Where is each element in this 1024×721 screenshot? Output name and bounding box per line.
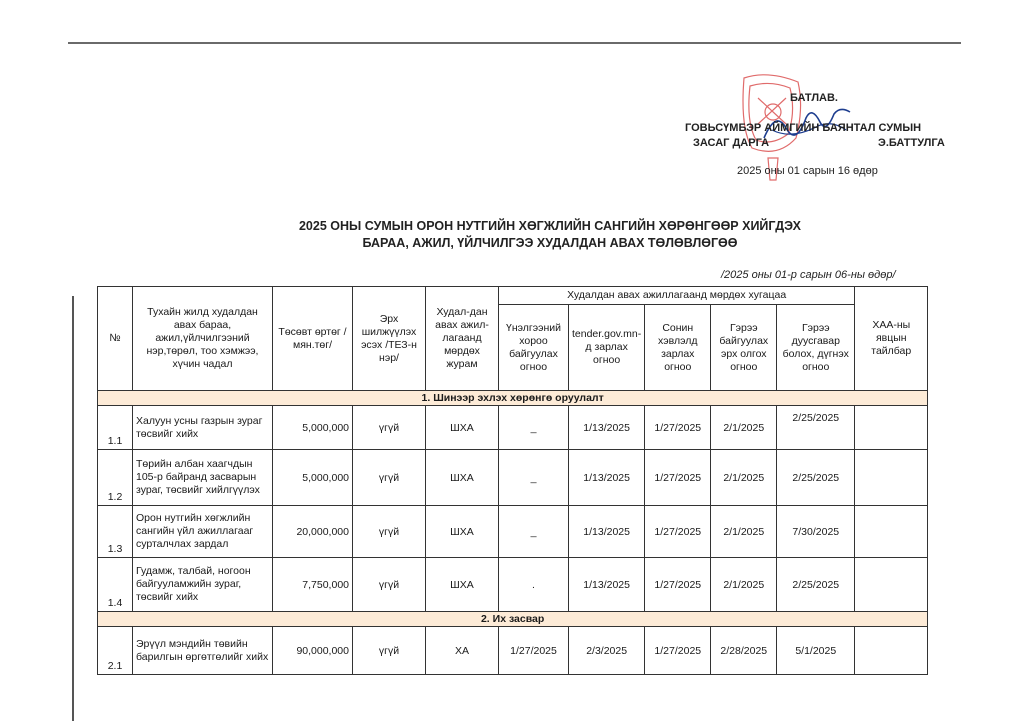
header-notes: ХАА-ны явцын тайлбар bbox=[855, 287, 928, 391]
row-preference: үгүй bbox=[353, 506, 426, 558]
row-name: Орон нутгийн хөгжлийн сангийн үйл ажиллагааг сурталчлах зардал bbox=[133, 506, 273, 558]
section-row bbox=[98, 612, 928, 627]
row-method: ШХА bbox=[426, 558, 499, 612]
row-name: Халуун усны газрын зураг төсвийг хийх bbox=[133, 406, 273, 450]
page-edge-line bbox=[72, 296, 74, 721]
row-award: 2/28/2025 bbox=[711, 627, 777, 675]
row-tender: 1/13/2025 bbox=[569, 450, 645, 506]
row-budget: 5,000,000 bbox=[273, 450, 353, 506]
document-title bbox=[240, 218, 860, 252]
row-note bbox=[855, 406, 928, 450]
section-title: 1. Шинээр эхлэх хөрөнгө оруулалт bbox=[98, 391, 928, 406]
row-no: 1.4 bbox=[98, 558, 133, 612]
table-row bbox=[98, 558, 928, 612]
row-budget: 20,000,000 bbox=[273, 506, 353, 558]
row-name: Төрийн албан хаагчдын 105-р байранд засварын зураг, төсвийг хийлгүүлэх bbox=[133, 450, 273, 506]
header-newspaper: Сонин хэвлэлд зарлах огноо bbox=[645, 305, 711, 391]
row-note bbox=[855, 506, 928, 558]
row-newspaper: 1/27/2025 bbox=[645, 558, 711, 612]
row-budget: 5,000,000 bbox=[273, 406, 353, 450]
row-tender: 1/13/2025 bbox=[569, 558, 645, 612]
approval-org: ГОВЬСҮМБЭР АЙМГИЙН БАЯНТАЛ СУМЫН bbox=[685, 122, 922, 134]
row-award: 2/1/2025 bbox=[711, 406, 777, 450]
row-end: 2/25/2025 bbox=[777, 558, 855, 612]
row-tender: 2/3/2025 bbox=[569, 627, 645, 675]
row-end: 2/25/2025 bbox=[777, 450, 855, 506]
header-contract-end: Гэрээ дуусгавар болох, дүгнэх огноо bbox=[777, 305, 855, 391]
approval-heading: БАТЛАВ. bbox=[790, 92, 838, 104]
row-award: 2/1/2025 bbox=[711, 506, 777, 558]
section-title: 2. Их засвар bbox=[98, 612, 928, 627]
header-item: Тухайн жилд худалдан авах бараа, ажил,үйлчилгээний нэр,төрөл, тоо хэмжээ, хүчин чадал bbox=[133, 287, 273, 391]
row-no: 2.1 bbox=[98, 627, 133, 675]
table-row bbox=[98, 406, 928, 450]
row-newspaper: 1/27/2025 bbox=[645, 406, 711, 450]
top-divider bbox=[68, 42, 961, 44]
approval-signer: Э.БАТТУЛГА bbox=[878, 137, 945, 149]
row-method: ШХА bbox=[426, 406, 499, 450]
row-end: 5/1/2025 bbox=[777, 627, 855, 675]
table-row bbox=[98, 627, 928, 675]
row-end: 2/25/2025 bbox=[777, 406, 855, 450]
header-preference: Эрх шилжүүлэх эсэх /ТЕЗ-н нэр/ bbox=[353, 287, 426, 391]
table-row bbox=[98, 506, 928, 558]
title-line-2: БАРАА, АЖИЛ, ҮЙЛЧИЛГЭЭ ХУДАЛДАН АВАХ ТӨЛӨВЛӨГӨӨ bbox=[362, 236, 738, 250]
row-note bbox=[855, 627, 928, 675]
row-preference: үгүй bbox=[353, 627, 426, 675]
approval-date: 2025 оны 01 сарын 16 өдөр bbox=[737, 165, 878, 177]
row-award: 2/1/2025 bbox=[711, 558, 777, 612]
row-committee: . bbox=[499, 558, 569, 612]
row-method: ШХА bbox=[426, 506, 499, 558]
header-timeline-group: Худалдан авах ажиллагаанд мөрдөх хугацаа bbox=[499, 287, 855, 305]
row-note bbox=[855, 450, 928, 506]
row-no: 1.1 bbox=[98, 406, 133, 450]
row-committee: 1/27/2025 bbox=[499, 627, 569, 675]
row-newspaper: 1/27/2025 bbox=[645, 627, 711, 675]
row-committee: _ bbox=[499, 406, 569, 450]
plan-date: /2025 оны 01-р сарын 06-ны өдөр/ bbox=[721, 269, 896, 281]
row-committee: _ bbox=[499, 450, 569, 506]
header-method: Худал-дан авах ажил-лагаанд мөрдөх журам bbox=[426, 287, 499, 391]
row-name: Гудамж, талбай, ногоон байгууламжийн зураг, төсвийг хийх bbox=[133, 558, 273, 612]
row-no: 1.2 bbox=[98, 450, 133, 506]
row-budget: 7,750,000 bbox=[273, 558, 353, 612]
header-committee: Үнэлгээний хороо байгуулах огноо bbox=[499, 305, 569, 391]
row-newspaper: 1/27/2025 bbox=[645, 506, 711, 558]
header-contract-award: Гэрээ байгуулах эрх олгох огноо bbox=[711, 305, 777, 391]
row-preference: үгүй bbox=[353, 450, 426, 506]
approval-block bbox=[660, 60, 950, 190]
row-committee: _ bbox=[499, 506, 569, 558]
row-tender: 1/13/2025 bbox=[569, 406, 645, 450]
approval-position: ЗАСАГ ДАРГА bbox=[693, 137, 770, 149]
header-tender: tender.gov.mn-д зарлах огноо bbox=[569, 305, 645, 391]
header-budget: Төсөвт өртөг /мян.төг/ bbox=[273, 287, 353, 391]
row-no: 1.3 bbox=[98, 506, 133, 558]
row-budget: 90,000,000 bbox=[273, 627, 353, 675]
section-row bbox=[98, 391, 928, 406]
row-preference: үгүй bbox=[353, 406, 426, 450]
row-award: 2/1/2025 bbox=[711, 450, 777, 506]
row-name: Эрүүл мэндийн төвийн барилгын өргөтгөлийг хийх bbox=[133, 627, 273, 675]
procurement-plan-table bbox=[97, 286, 928, 675]
row-method: ШХА bbox=[426, 450, 499, 506]
header-no: № bbox=[98, 287, 133, 391]
row-note bbox=[855, 558, 928, 612]
table-row bbox=[98, 450, 928, 506]
row-method: ХА bbox=[426, 627, 499, 675]
row-preference: үгүй bbox=[353, 558, 426, 612]
title-line-1: 2025 ОНЫ СУМЫН ОРОН НУТГИЙН ХӨГЖЛИЙН САНГИЙН ХӨРӨНГӨӨР ХИЙГДЭХ bbox=[298, 219, 802, 233]
row-tender: 1/13/2025 bbox=[569, 506, 645, 558]
row-newspaper: 1/27/2025 bbox=[645, 450, 711, 506]
row-end: 7/30/2025 bbox=[777, 506, 855, 558]
